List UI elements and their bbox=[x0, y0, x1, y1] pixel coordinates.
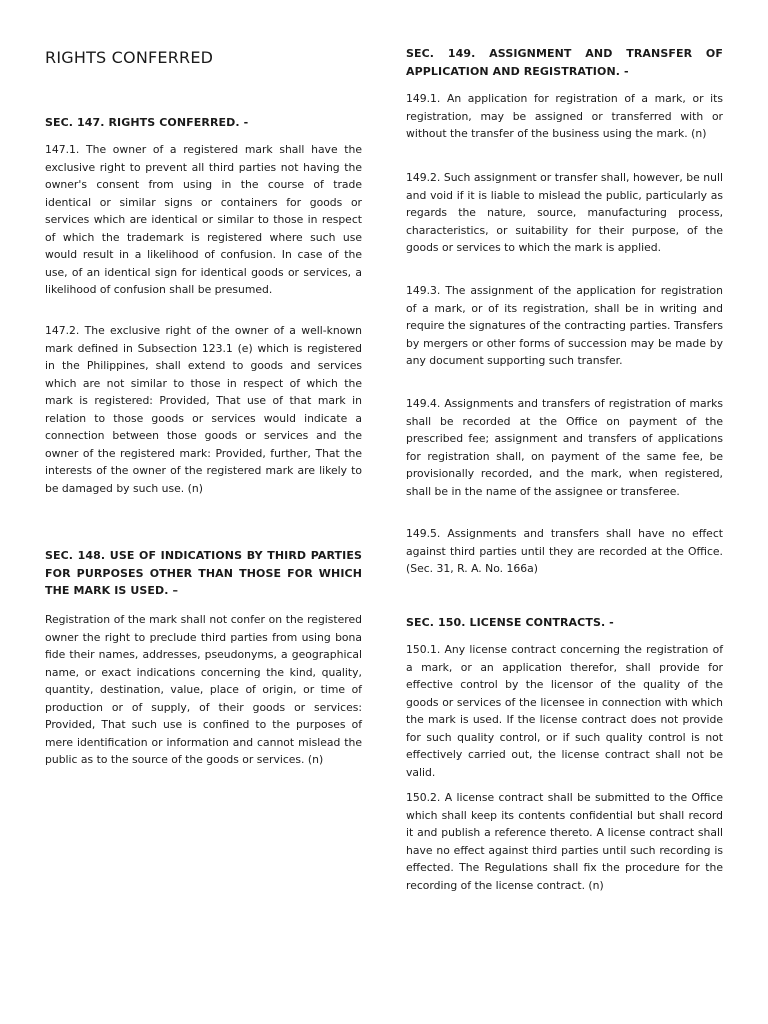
page-title: RIGHTS CONFERRED bbox=[45, 48, 214, 67]
sec-147-2-paragraph: 147.2. The exclusive right of the owner of a well-known mark defined in Subsection 123.1 (e) which is registered in the Philippines, shall extend to goods and services which are not similar to those in respect of which the mark is registered: Provided, That use of that mark in relation to those goods or services would indicate a connection between those goods or services and the owner of the registered mark: Provided, further, That the interests of the owner of the registered mark are likely to be damaged by such use. (n) bbox=[45, 324, 362, 495]
sec-150-1-paragraph: 150.1. Any license contract concerning the registration of a mark, or an application therefor, shall provide for effective control by the licensor of the quality of the goods or services of the licensee in connection with which the mark is used. If the license contract does not provide for such quality control, or if such quality control is not effectively carried out, the license contract shall not be valid. bbox=[406, 643, 723, 779]
sec-149-heading: SEC. 149. ASSIGNMENT AND TRANSFER OF APPLICATION AND REGISTRATION. - bbox=[406, 47, 723, 78]
sec-150-2-paragraph: 150.2. A license contract shall be submitted to the Office which shall keep its contents confidential but shall record it and publish a reference thereto. A license contract shall have no effect against third parties until such recording is effected. The Regulations shall fix the procedure for the recording of the license contract. (n) bbox=[406, 791, 723, 892]
sec-149-5-paragraph: 149.5. Assignments and transfers shall have no effect against third parties until they are recorded at the Office. (Sec. 31, R. A. No. 166a) bbox=[406, 527, 723, 575]
sec-149-3-paragraph: 149.3. The assignment of the application for registration of a mark, or of its registration, shall be in writing and require the signatures of the contracting parties. Transfers by mergers or other forms of succession may be made by any document supporting such transfer. bbox=[406, 284, 723, 367]
sec-149-4-paragraph: 149.4. Assignments and transfers of registration of marks shall be recorded at the Office on payment of the prescribed fee; assignment and transfers of applications for registration shall, on payment of the same fee, be provisionally recorded, and the mark, when registered, shall be in the name of the assignee or transferee. bbox=[406, 397, 723, 498]
sec-148-paragraph: Registration of the mark shall not confer on the registered owner the right to preclude third parties from using bona fide their names, addresses, pseudonyms, a geographical name, or exact indications concerning the kind, quality, quantity, destination, value, place of origin, or time of production or of supply, of their goods or services: Provided, That such use is confined to the purposes of mere identification or information and cannot mislead the public as to the source of the goods or services. (n) bbox=[45, 613, 362, 766]
sec-150-heading: SEC. 150. LICENSE CONTRACTS. - bbox=[406, 616, 614, 629]
sec-149-1-paragraph: 149.1. An application for registration of a mark, or its registration, may be assigned or transferred with or without the transfer of the business using the mark. (n) bbox=[406, 92, 723, 140]
sec-147-1-paragraph: 147.1. The owner of a registered mark shall have the exclusive right to prevent all third parties not having the owner's consent from using in the course of trade identical or similar signs or containers for goods or services which are identical or similar to those in respect of which the trademark is registered where such use would result in a likelihood of confusion. In case of the use, of an identical sign for identical goods or services, a likelihood of confusion shall be presumed. bbox=[45, 143, 362, 296]
sec-147-heading: SEC. 147. RIGHTS CONFERRED. - bbox=[45, 116, 249, 129]
sec-148-heading: SEC. 148. USE OF INDICATIONS BY THIRD PARTIES FOR PURPOSES OTHER THAN THOSE FOR WHICH THE MARK IS USED. – bbox=[45, 549, 362, 597]
sec-149-2-paragraph: 149.2. Such assignment or transfer shall, however, be null and void if it is liable to mislead the public, particularly as regards the nature, source, manufacturing process, characteristics, or suitability for their purpose, of the goods or services to which the mark is applied. bbox=[406, 171, 723, 254]
